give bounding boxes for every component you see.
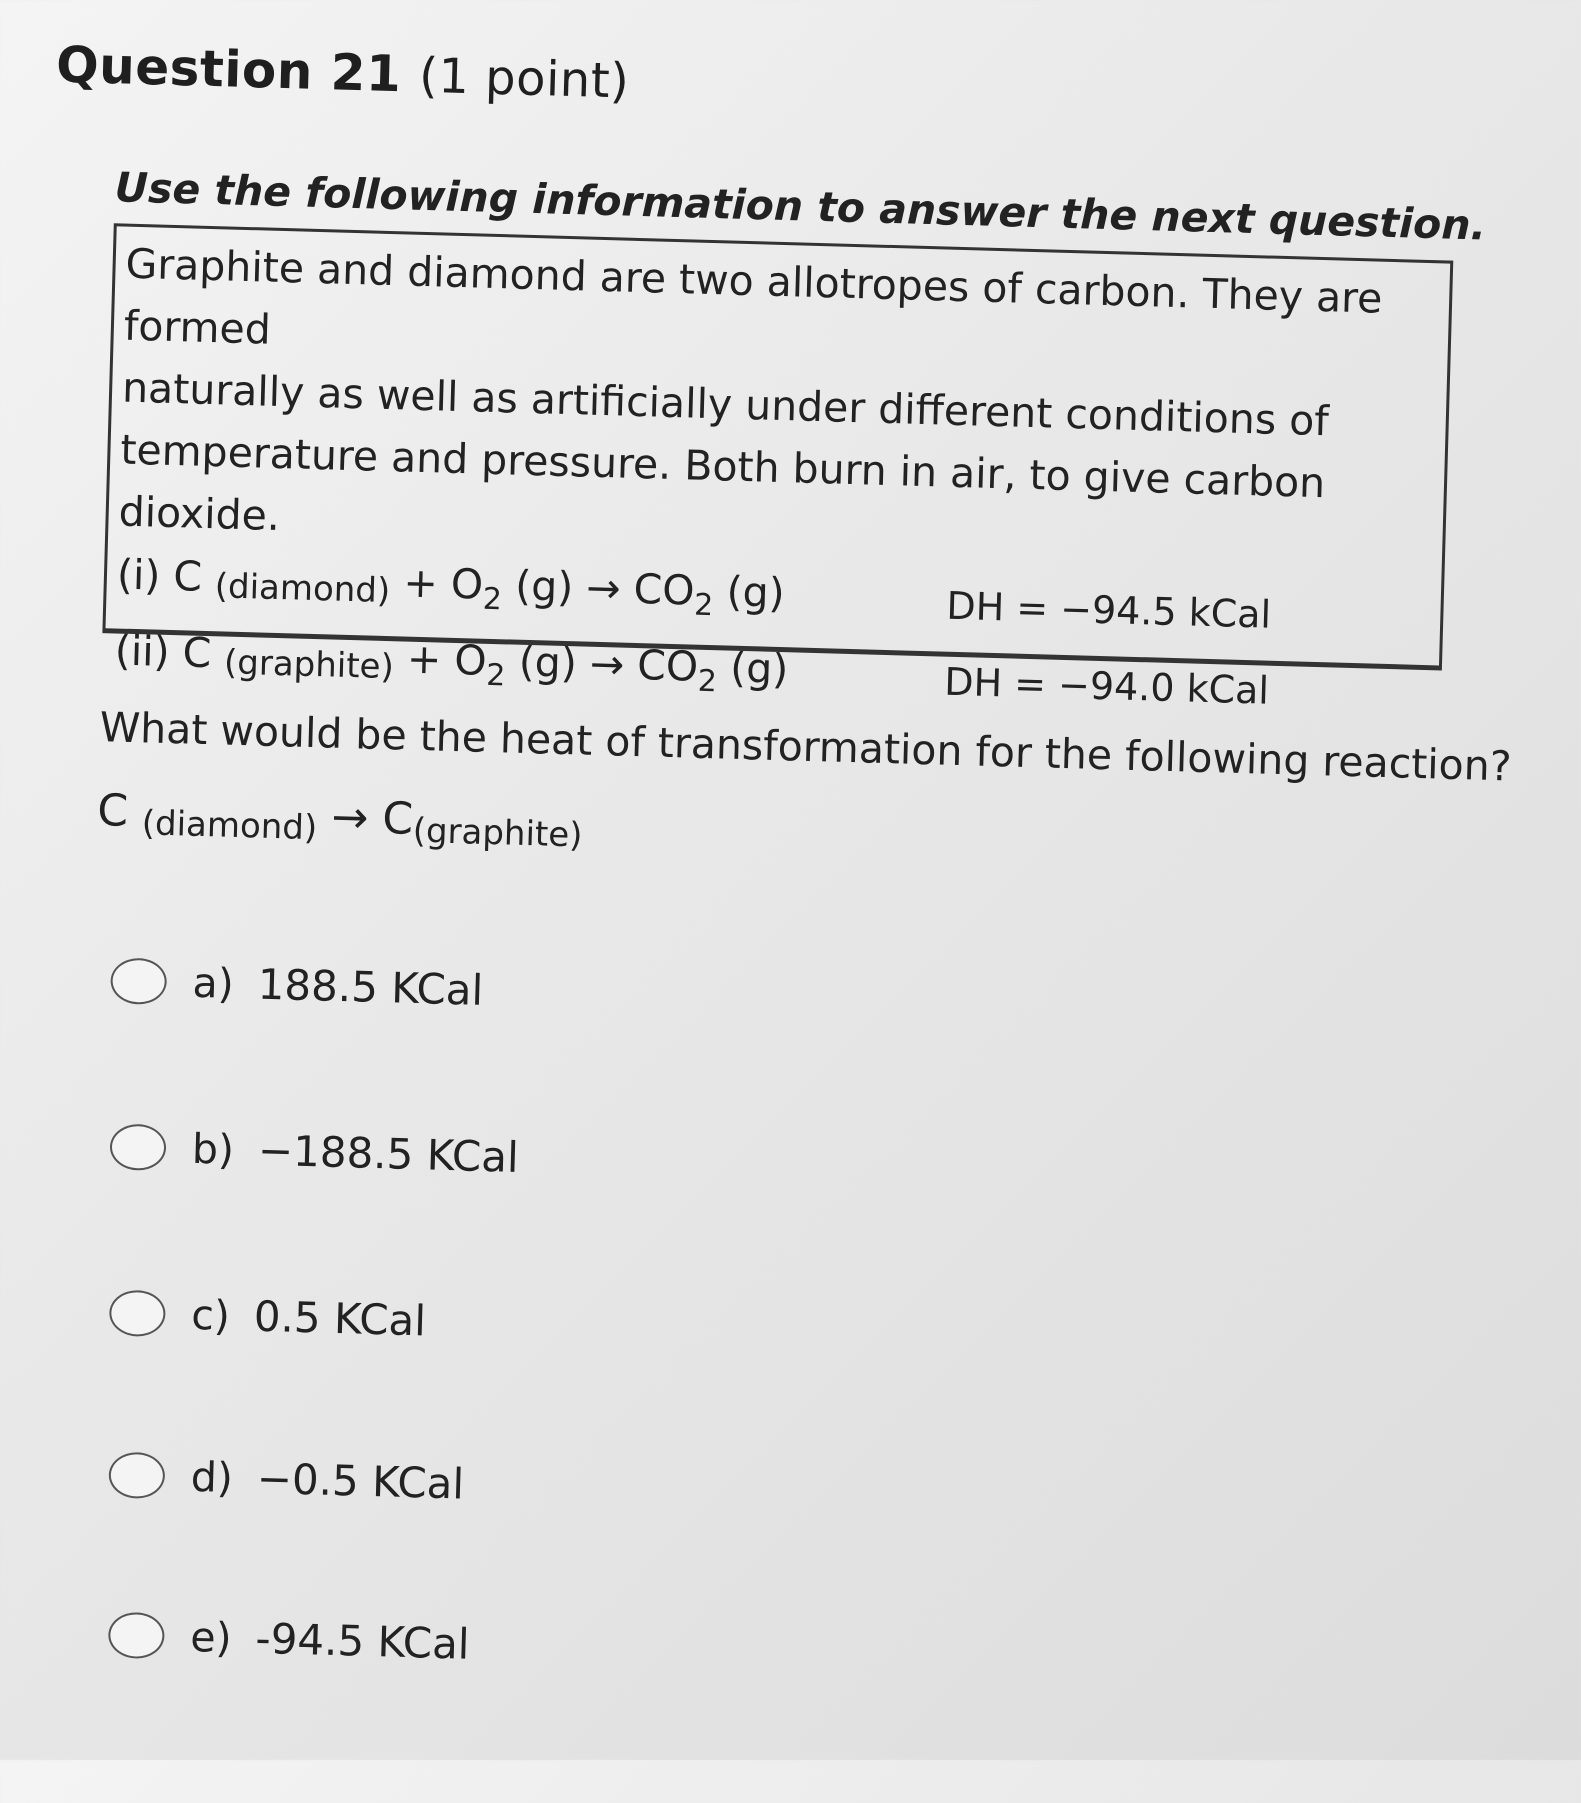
product-form: (graphite) xyxy=(412,810,584,856)
intro-text: Use the following information to answer the next question. xyxy=(114,163,1487,250)
equation-o2-subscript: 2 xyxy=(485,657,506,694)
equation-o2-subscript: 2 xyxy=(482,581,503,618)
product-symbol: C xyxy=(381,793,414,845)
radio-button-icon[interactable] xyxy=(110,957,167,1005)
question-prompt: What would be the heat of transformation for the following reaction? xyxy=(99,703,1513,791)
option-letter: b) xyxy=(191,1124,235,1174)
equation-form: (graphite) xyxy=(223,642,395,688)
equation-co2-subscript: 2 xyxy=(697,663,718,700)
option-letter: d) xyxy=(190,1452,234,1502)
equation-label: (i) C xyxy=(116,550,203,601)
option-d[interactable] xyxy=(108,1450,465,1509)
equation-label: (ii) C xyxy=(114,626,212,678)
option-e[interactable] xyxy=(108,1610,470,1669)
reactant-form: (diamond) xyxy=(141,803,318,849)
question-points: (1 point) xyxy=(418,47,631,110)
arrow-icon: → xyxy=(330,791,370,844)
option-value: −188.5 KCal xyxy=(257,1125,520,1182)
enthalpy-value: DH = −94.0 kCal xyxy=(943,659,1270,713)
option-value: -94.5 KCal xyxy=(254,1613,471,1669)
enthalpy-value: DH = −94.5 kCal xyxy=(945,583,1272,637)
option-a[interactable] xyxy=(110,955,484,1014)
option-value: −0.5 KCal xyxy=(256,1453,465,1509)
equation-product: (g) → CO xyxy=(518,637,699,691)
equation-co2-subscript: 2 xyxy=(693,587,714,624)
equation-state: (g) xyxy=(729,643,789,694)
equation-state: (g) xyxy=(725,567,786,618)
option-letter: a) xyxy=(191,958,235,1008)
info-box xyxy=(102,223,1453,713)
question-title xyxy=(55,36,630,110)
option-letter: e) xyxy=(189,1612,233,1662)
equation-product: (g) → CO xyxy=(514,561,696,615)
reactant-symbol: C xyxy=(96,785,129,837)
info-line: naturally as well as artificially under different conditions of xyxy=(121,363,1330,446)
radio-button-icon[interactable] xyxy=(109,1123,166,1171)
question-number: Question 21 xyxy=(55,35,403,104)
option-c[interactable] xyxy=(109,1288,427,1346)
equation-form: (diamond) xyxy=(214,566,391,612)
radio-button-icon[interactable] xyxy=(109,1289,166,1337)
option-letter: c) xyxy=(190,1290,231,1340)
radio-button-icon[interactable] xyxy=(108,1451,165,1499)
equation-oxygen: + O xyxy=(406,634,488,685)
info-line: Graphite and diamond are two allotropes of carbon. They are formed xyxy=(123,239,1384,354)
option-value: 188.5 KCal xyxy=(257,959,484,1015)
radio-button-icon[interactable] xyxy=(108,1611,165,1659)
option-b[interactable] xyxy=(109,1122,519,1182)
option-value: 0.5 KCal xyxy=(253,1291,427,1346)
target-reaction xyxy=(97,785,584,856)
info-line: temperature and pressure. Both burn in air, to give carbon dioxide. xyxy=(118,425,1326,541)
equation-oxygen: + O xyxy=(402,558,484,609)
